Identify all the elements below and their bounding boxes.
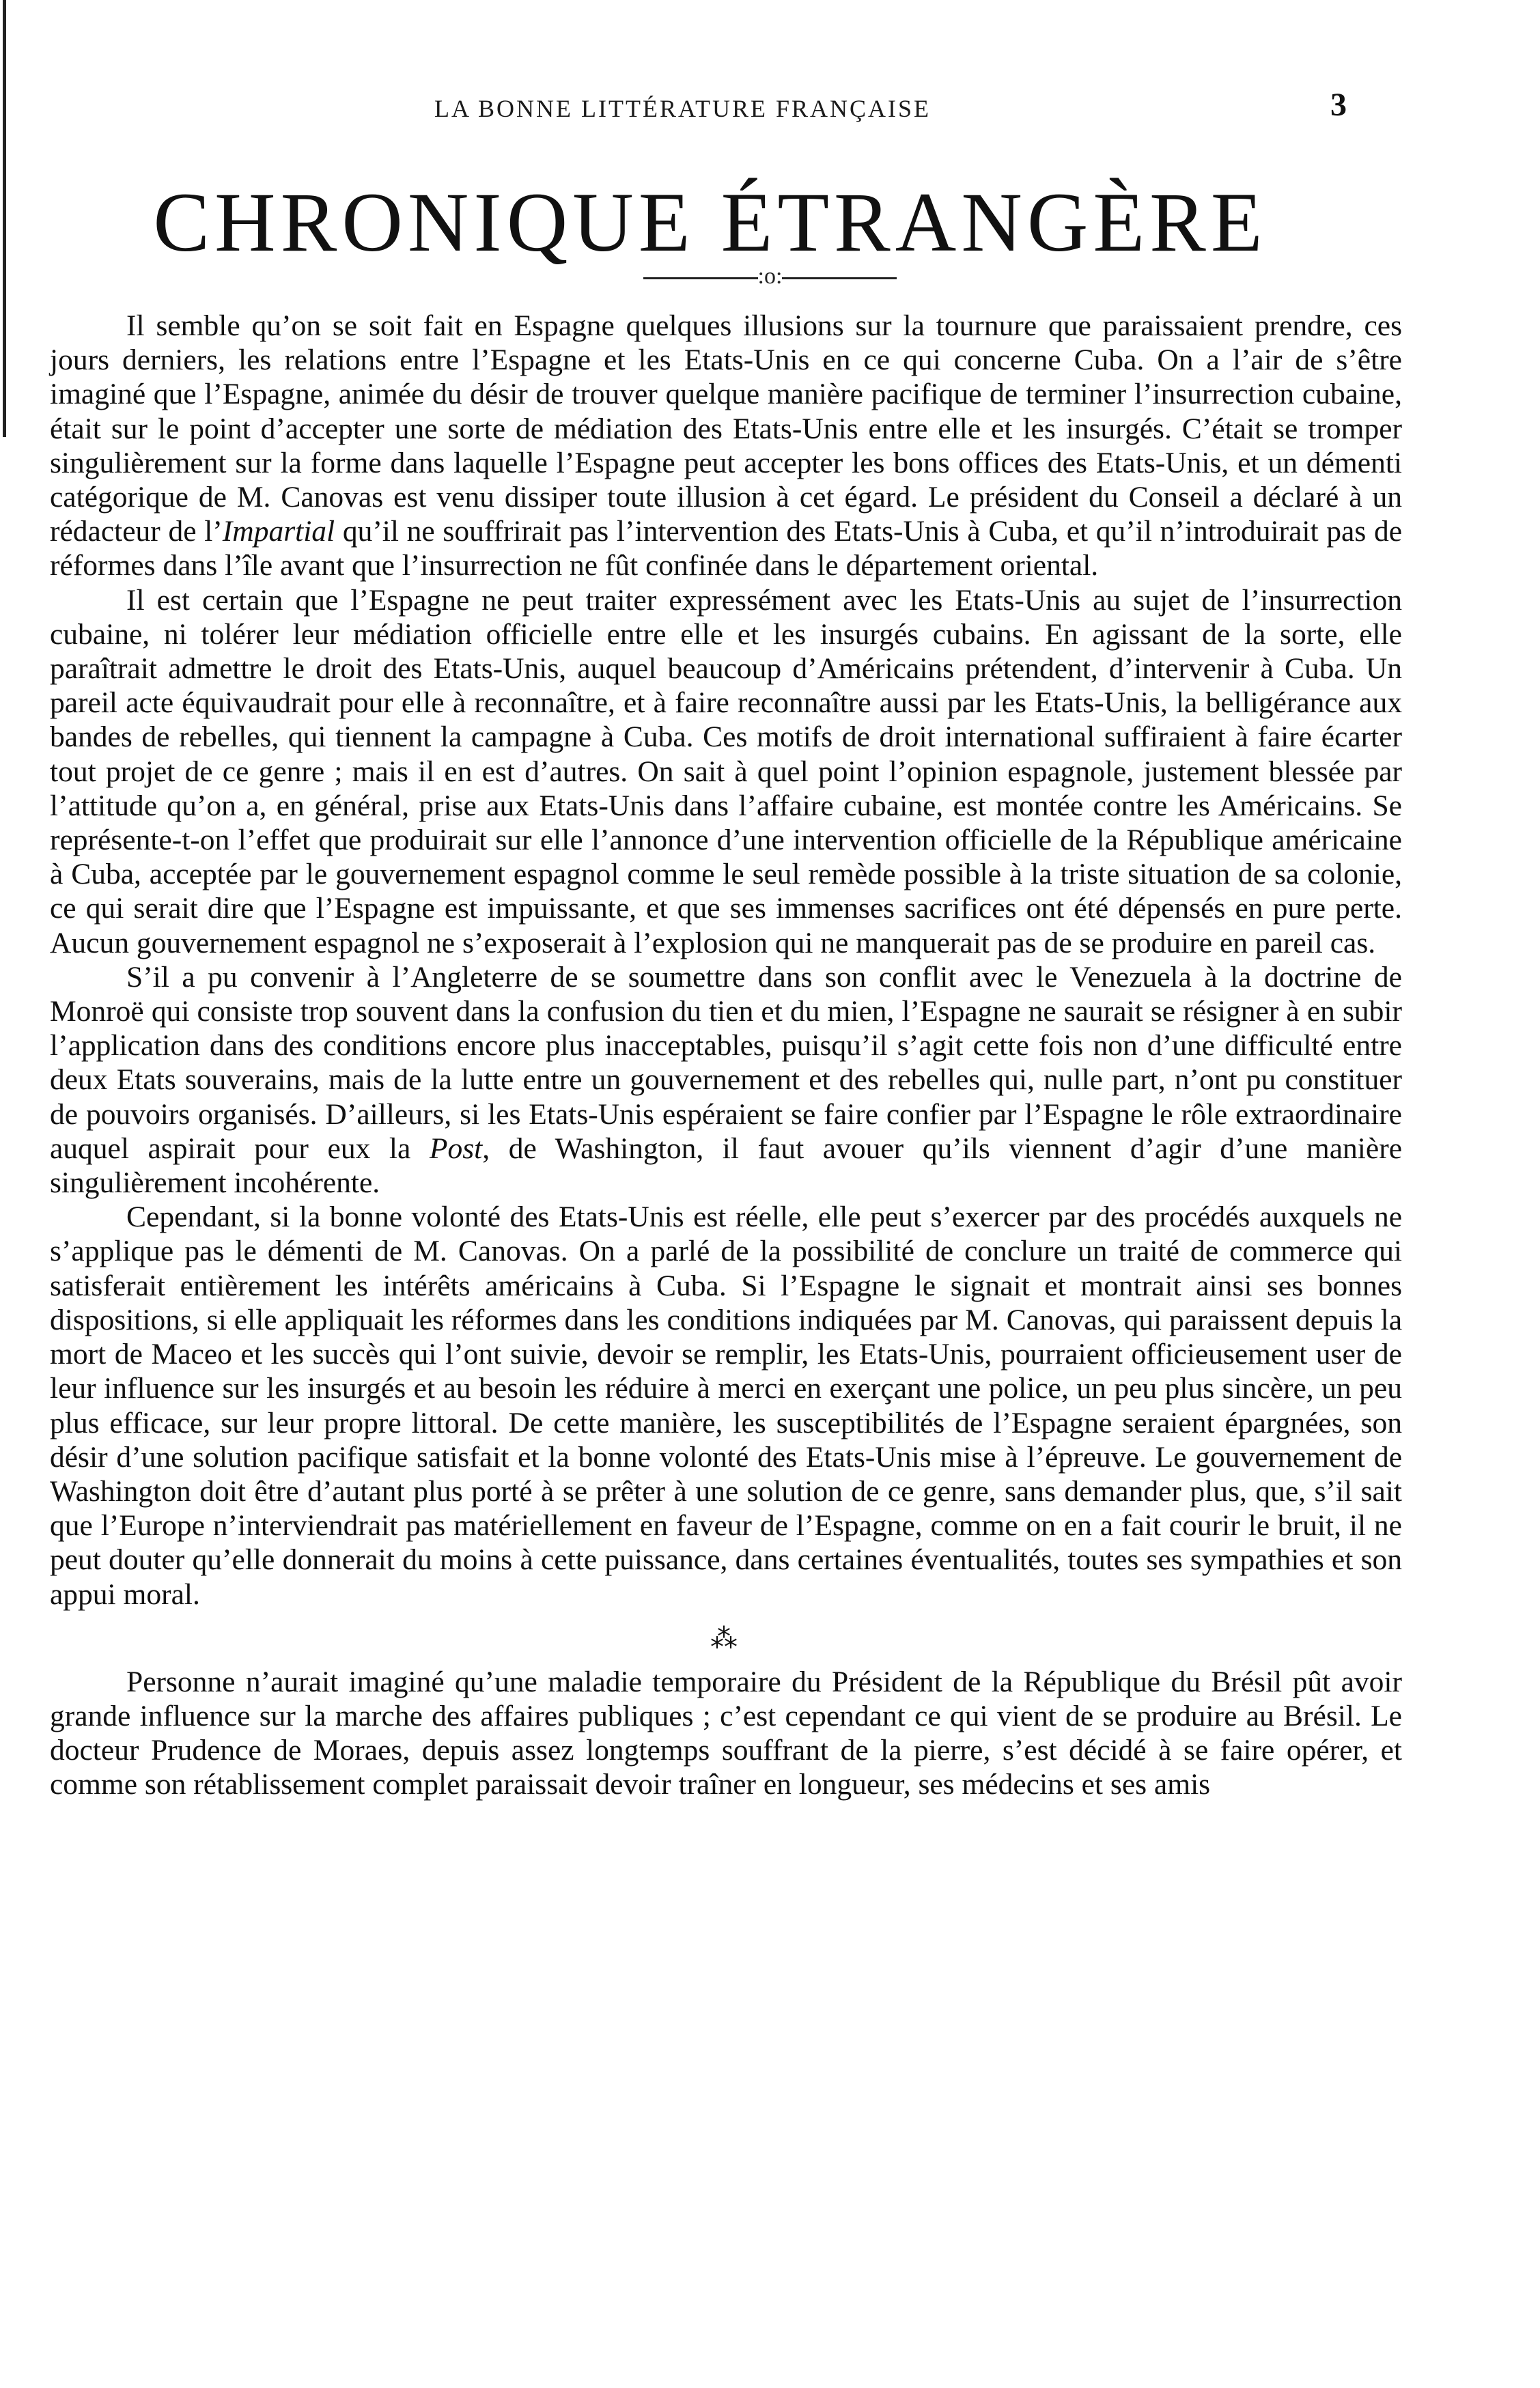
paragraph-3 — [50, 960, 1402, 1200]
running-header: LA BONNE LITTÉRATURE FRANÇAISE — [434, 95, 931, 122]
section-title: CHRONIQUE ÉTRANGÈRE — [153, 175, 1268, 269]
page-number: 3 — [1330, 87, 1347, 123]
paragraph-2: Il est certain que l’Espagne ne peut traiter expressément avec les Etats-Unis au sujet de l’insurrection cubaine, ni tolérer leur médiation officielle entre elle et les insurgés cubains. En agissant de la sorte, elle paraîtrait admettre le droit des Etats-Unis, auquel beaucoup d’Américains prétendent, d’intervenir à Cuba. Un pareil acte équivaudrait pour elle à reconnaître, et à faire reconnaître aussi par les Etats-Unis, la belligérance aux bandes de rebelles, qui tiennent la campagne à Cuba. Ces motifs de droit international suffiraient à faire écarter tout projet de ce genre ; mais il en est d’autres. On sait à quel point l’opinion espagnole, justement blessée par l’attitude qu’on a, en général, prise aux Etats-Unis dans l’affaire cubaine, est montée contre les Américains. Se représente-t-on l’effet que produirait sur elle l’annonce d’une intervention officielle de la République américaine à Cuba, acceptée par le gouvernement espagnol comme le seul remède possible à la triste situation de sa colonie, ce qui serait dire que l’Espagne est impuissante, et que ses immenses sacrifices ont été dépensés en pure perte. Aucun gouvernement espagnol ne s’exposerait à l’explosion qui ne manquerait pas de se produire en pareil cas. — [50, 583, 1402, 959]
paragraph-1 — [50, 309, 1402, 583]
article-body — [50, 309, 1402, 1802]
paragraph-5: Personne n’aurait imaginé qu’une maladie temporaire du Président de la République du Brésil pût avoir grande influence sur la marche des affaires publiques ; c’est cependant ce qui vient de se produire au Brésil. Le docteur Prudence de Moraes, depuis assez longtemps souffrant de la pierre, s’est décidé à se faire opérer, et comme son rétablissement complet paraissait devoir traîner en longueur, ses médecins et ses amis — [50, 1665, 1402, 1801]
title-separator — [0, 264, 1540, 290]
page-edge-rule — [3, 0, 6, 437]
separator-dash-left — [643, 277, 758, 279]
paragraph-4: Cependant, si la bonne volonté des Etats-Unis est réelle, elle peut s’exercer par des procédés auxquels ne s’applique pas le démenti de M. Canovas. On a parlé de la possibilité de conclure un traité de commerce qui satisferait entièrement les intérêts américains à Cuba. Si l’Espagne le signait et montrait ainsi ses bonnes dispositions, si elle appliquait les réformes dans les conditions indiquées par M. Canovas, qui paraissent depuis la mort de Maceo et les succès qui l’ont suivie, devoir se remplir, les Etats-Unis, pourraient officieusement user de leur influence sur les insurgés et au besoin les réduire à merci en exerçant une police, un peu plus sincère, un peu plus efficace, sur leur propre littoral. De cette manière, les susceptibilités de l’Espagne seraient épargnées, son désir d’une solution pacifique satisfait et la bonne volonté des Etats-Unis mise à l’épreuve. Le gouvernement de Washington doit être d’autant plus porté à se prêter à une solution de ce genre, sans demander plus, que, s’il sait que l’Europe n’interviendrait pas matériellement en faveur de l’Espagne, comme on en a fait courir le bruit, il ne peut douter qu’elle donnerait du moins à cette puissance, dans certaines éventualités, toutes ses sympathies et son appui moral. — [50, 1200, 1402, 1611]
newspaper-name-post: Post — [429, 1132, 483, 1165]
separator-dash-right — [782, 277, 897, 279]
newspaper-name-impartial: Impartial — [222, 515, 335, 548]
paragraph-1-text-b: qu’il ne souffrirait pas l’intervention des Etats-Unis à Cuba, et qu’il n’introduirait pas de réformes dans l’île avant que l’insurrection ne fût confinée dans le département oriental. — [50, 515, 1402, 582]
separator-ornament: :o: — [757, 264, 783, 289]
paragraph-3-text-a: S’il a pu convenir à l’Angleterre de se soumettre dans son conflit avec le Venezuela à la doctrine de Monroë qui consiste trop souvent dans la confusion du tien et du mien, l’Espagne ne saurait se résigner à en subir l’application dans des conditions encore plus inacceptables, puisqu’il s’agit cette fois non d’une difficulté entre deux Etats souverains, mais de la lutte entre un gouvernement et des rebelles qui, nulle part, n’ont pu constituer de pouvoirs organisés. D’ailleurs, si les Etats-Unis espéraient se faire confier par l’Espagne le rôle extraordinaire auquel aspirait pour eux la — [50, 960, 1402, 1165]
paragraph-3-text-b: , de Washington, il faut avouer qu’ils viennent d’agir d’une manière singulièrement incohérente. — [50, 1132, 1402, 1200]
asterism-divider: ⁂ — [710, 1623, 742, 1654]
paragraph-1-text-a: Il semble qu’on se soit fait en Espagne quelques illusions sur la tournure que paraissaient prendre, ces jours derniers, les relations entre l’Espagne et les Etats-Unis en ce qui concerne Cuba. On a l’air de s’être imaginé que l’Espagne, animée du désir de trouver quelque manière pacifique de terminer l’insurrection cubaine, était sur le point d’accepter une sorte de médiation des Etats-Unis entre elle et les insurgés. C’était se tromper singulièrement sur la forme dans laquelle l’Espagne peut accepter les bons offices des Etats-Unis, et un démenti catégorique de M. Canovas est venu dissiper toute illusion à cet égard. Le président du Conseil a déclaré à un rédacteur de l’ — [50, 309, 1402, 548]
